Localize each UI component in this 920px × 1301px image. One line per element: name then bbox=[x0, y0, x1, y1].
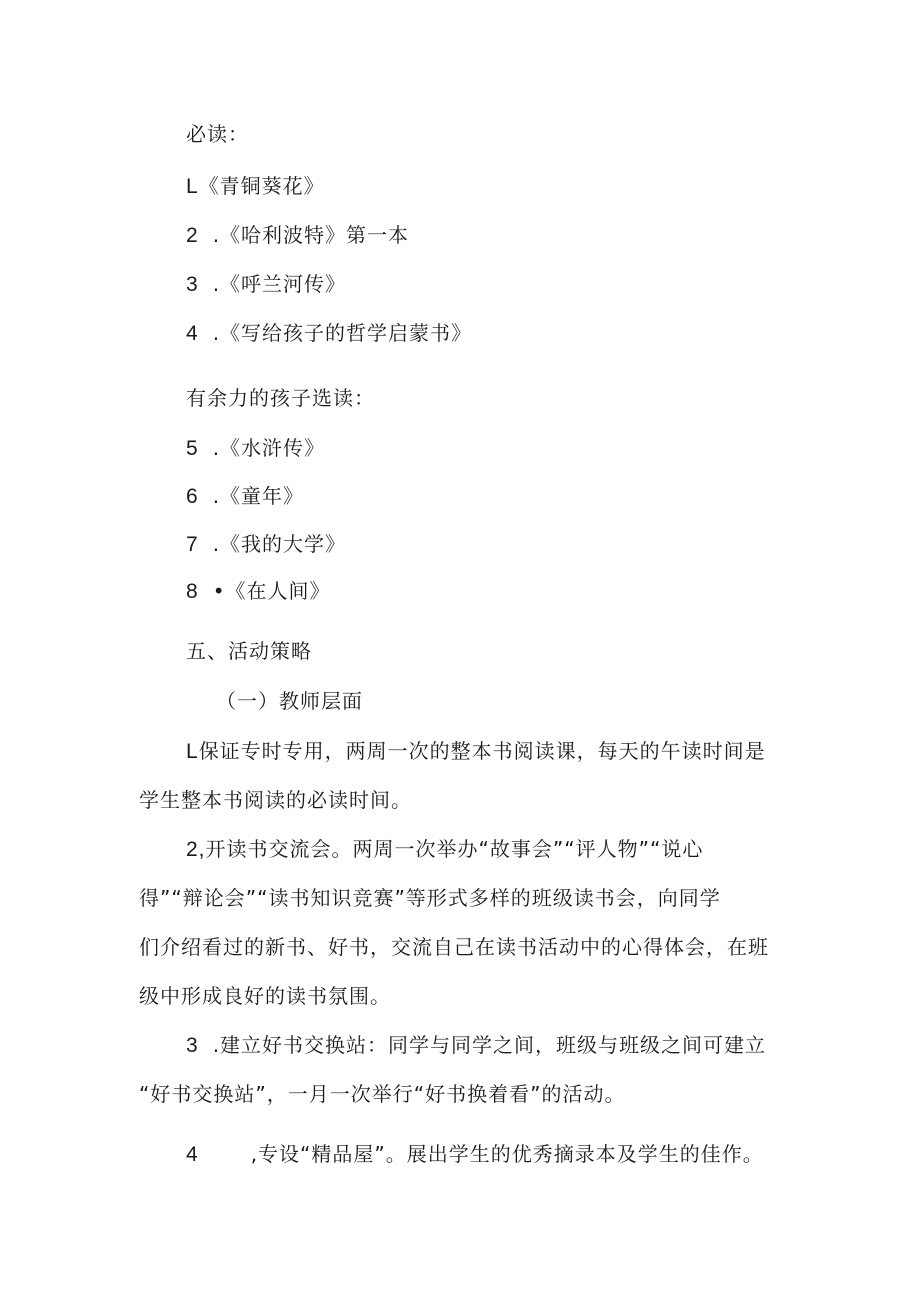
section-heading: 五、活动策略 bbox=[186, 639, 312, 663]
list-item-title: 《写给孩子的哲学启蒙书》 bbox=[220, 321, 473, 345]
paragraph-number: 3 bbox=[186, 1034, 199, 1057]
list-item-number: 7 bbox=[186, 533, 199, 556]
paragraph-number: 4 bbox=[186, 1143, 199, 1166]
paragraph-text: 开读书交流会。两周一次举办“故事会”“评人物”“说心 bbox=[205, 837, 704, 861]
list-item-separator: . bbox=[212, 223, 221, 247]
paragraph-1-line-2: 学生整本书阅读的必读时间。 bbox=[139, 788, 412, 812]
list-item bbox=[186, 270, 346, 299]
paragraph-number: 2, bbox=[186, 838, 206, 861]
list-item-number: 3 bbox=[186, 273, 199, 296]
list-item bbox=[186, 434, 325, 463]
list-item-number: 4 bbox=[186, 322, 199, 345]
list-item bbox=[186, 221, 409, 250]
list-item bbox=[186, 482, 304, 511]
list-item-separator: . bbox=[212, 436, 221, 460]
list-item-number: 2 bbox=[186, 224, 199, 247]
paragraph-4-line-1 bbox=[186, 1140, 764, 1169]
paragraph-number: L bbox=[186, 740, 199, 763]
list-item bbox=[186, 530, 346, 559]
list-item-title: 《哈利波特》第一本 bbox=[220, 223, 410, 247]
list-item bbox=[186, 319, 472, 348]
list-item bbox=[186, 172, 325, 201]
list-item-separator: . bbox=[212, 484, 221, 508]
paragraph-separator: . bbox=[212, 1033, 221, 1057]
list-item-title: 《在人间》 bbox=[225, 579, 331, 603]
required-reading-heading: 必读： bbox=[186, 122, 249, 146]
list-item-separator: . bbox=[212, 321, 221, 345]
optional-reading-heading: 有余力的孩子选读： bbox=[186, 386, 375, 410]
paragraph-text: 保证专时专用，两周一次的整本书阅读课，每天的午读时间是 bbox=[198, 739, 766, 763]
list-item-number: 6 bbox=[186, 485, 199, 508]
paragraph-2-line-1 bbox=[186, 835, 703, 864]
list-item-title: 《呼兰河传》 bbox=[220, 272, 347, 296]
list-item bbox=[186, 577, 330, 606]
list-item-separator: • bbox=[212, 579, 226, 603]
list-item-separator: . bbox=[212, 272, 221, 296]
paragraph-3-line-2: “好书交换站”，一月一次举行“好书换着看”的活动。 bbox=[139, 1082, 626, 1106]
list-item-separator: . bbox=[212, 532, 221, 556]
paragraph-1-line-1 bbox=[186, 737, 766, 766]
list-item-title: 《青铜葵花》 bbox=[198, 174, 325, 198]
paragraph-2-line-3: 们介绍看过的新书、好书，交流自己在读书活动中的心得体会，在班 bbox=[139, 935, 769, 959]
paragraph-3-line-1 bbox=[186, 1031, 766, 1060]
paragraph-text: ,专设“精品屋”。展出学生的优秀摘录本及学生的佳作。 bbox=[250, 1142, 764, 1166]
list-item-number: 8 bbox=[186, 580, 199, 603]
list-item-number: 5 bbox=[186, 437, 199, 460]
subsection-heading: （一）教师层面 bbox=[216, 689, 363, 713]
list-item-number: L bbox=[186, 175, 199, 198]
paragraph-2-line-4: 级中形成良好的读书氛围。 bbox=[139, 984, 391, 1008]
list-item-title: 《童年》 bbox=[220, 484, 305, 508]
paragraph-text: 建立好书交换站：同学与同学之间，班级与班级之间可建立 bbox=[220, 1033, 767, 1057]
list-item-title: 《我的大学》 bbox=[220, 532, 347, 556]
paragraph-2-line-2: 得”“辩论会”“读书知识竞赛”等形式多样的班级读书会，向同学 bbox=[139, 886, 721, 910]
list-item-title: 《水浒传》 bbox=[220, 436, 326, 460]
